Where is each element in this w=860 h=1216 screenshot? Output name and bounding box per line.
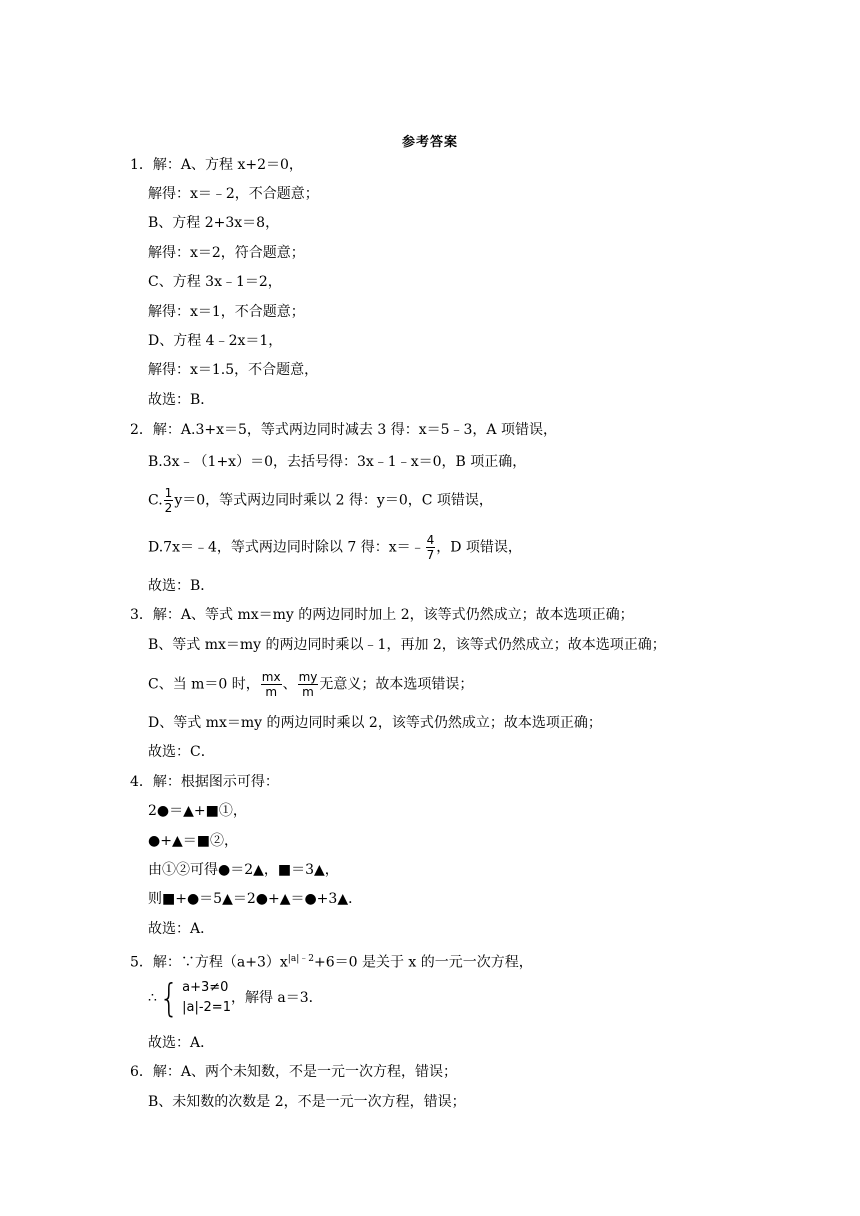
q2-line-4-suffix: ，D 项错误， <box>436 539 522 556</box>
q2-line-1: 2．解：A.3+x＝5，等式两边同时减去 3 得：x＝5﹣3，A 项错误， <box>130 422 557 438</box>
page-title: 参考答案 <box>401 135 458 150</box>
fraction-four-sevenths <box>426 533 436 562</box>
q1-line-5: C、方程 3x﹣1＝2， <box>148 274 282 290</box>
fraction-numerator: my <box>298 670 318 684</box>
q1-line-7: D、方程 4﹣2x＝1， <box>148 333 283 349</box>
fraction-denominator: 2 <box>164 501 173 515</box>
q3-line-3 <box>148 670 473 699</box>
q2-line-4 <box>148 533 522 562</box>
system-row-1: a+3≠0 <box>182 980 229 995</box>
equation-system <box>157 978 231 1018</box>
q4-line-2: 2●＝▲+■①， <box>148 803 247 819</box>
fraction-my-over-m <box>298 670 319 699</box>
q3-line-1: 3．解：A、等式 mx＝my 的两边同时加上 2，该等式仍然成立；故本选项正确； <box>130 607 634 623</box>
fraction-denominator: m <box>265 685 278 699</box>
q3-line-2: B、等式 mx＝my 的两边同时乘以﹣1，再加 2，该等式仍然成立；故本选项正确； <box>148 637 666 653</box>
fraction-one-half <box>164 486 174 515</box>
q3-line-3-suffix: 无意义；故本选项错误； <box>319 676 474 693</box>
q2-line-3-suffix: y＝0，等式两边同时乘以 2 得：y＝0，C 项错误， <box>174 492 493 509</box>
left-brace: { <box>159 976 179 1020</box>
q5-line-2-prefix: ∴ <box>148 990 157 1006</box>
q4-line-6: 故选：A． <box>148 921 215 937</box>
q2-line-3-prefix: C. <box>148 492 163 509</box>
q1-line-3: B、方程 2+3x＝8， <box>148 215 280 231</box>
fraction-numerator: mx <box>261 670 281 684</box>
q2-line-5: 故选：B． <box>148 578 215 594</box>
fraction-denominator: m <box>302 685 314 699</box>
q5-line-2-suffix: ，解得 a＝3． <box>230 990 323 1006</box>
system-row-2: |a|-2=1 <box>182 1000 231 1015</box>
q4-line-1: 4．解：根据图示可得： <box>130 774 279 790</box>
q5-line-1-prefix: 5．解：∵方程（a+3）x <box>130 954 288 971</box>
q1-line-9: 故选：B． <box>148 392 215 408</box>
q3-line-4: D、等式 mx＝my 的两边同时乘以 2，该等式仍然成立；故本选项正确； <box>148 715 602 731</box>
q5-line-3: 故选：A． <box>148 1035 215 1051</box>
q2-line-3 <box>148 486 493 515</box>
q1-line-8: 解得：x＝1.5，不合题意， <box>148 362 319 378</box>
q4-line-5: 则■+●＝5▲＝2●+▲＝●+3▲． <box>148 891 363 907</box>
q4-line-3: ●+▲＝■②， <box>148 833 238 849</box>
q2-line-4-prefix: D.7x＝﹣4，等式两边同时除以 7 得：x＝﹣ <box>148 539 425 556</box>
q3-line-5: 故选：C． <box>148 744 215 760</box>
fraction-numerator: 1 <box>164 486 173 500</box>
q3-line-3-prefix: C、当 m＝0 时， <box>148 676 260 693</box>
q1-line-6: 解得：x＝1，不合题意； <box>148 304 305 320</box>
q3-line-3-separator: 、 <box>282 676 297 693</box>
q1-line-4: 解得：x＝2，符合题意； <box>148 245 305 261</box>
q6-line-2: B、未知数的次数是 2，不是一元一次方程，错误； <box>148 1094 466 1110</box>
fraction-denominator: 7 <box>426 548 435 562</box>
q4-line-4: 由①②可得●＝2▲，■＝3▲， <box>148 862 339 878</box>
fraction-mx-over-m <box>261 670 282 699</box>
q1-line-2: 解得：x＝﹣2，不合题意； <box>148 186 319 202</box>
q1-line-1: 1．解：A、方程 x+2＝0， <box>130 157 303 173</box>
q5-line-1 <box>130 949 533 973</box>
exponent: |a|﹣2 <box>287 954 314 964</box>
q5-line-2 <box>148 978 323 1018</box>
q6-line-1: 6．解：A、两个未知数，不是一元一次方程，错误； <box>130 1064 458 1080</box>
fraction-numerator: 4 <box>426 533 435 547</box>
q5-line-1-suffix: +6＝0 是关于 x 的一元一次方程， <box>313 954 533 971</box>
q2-line-2: B.3x﹣（1+x）＝0，去括号得：3x﹣1﹣x＝0，B 项正确， <box>148 454 527 470</box>
